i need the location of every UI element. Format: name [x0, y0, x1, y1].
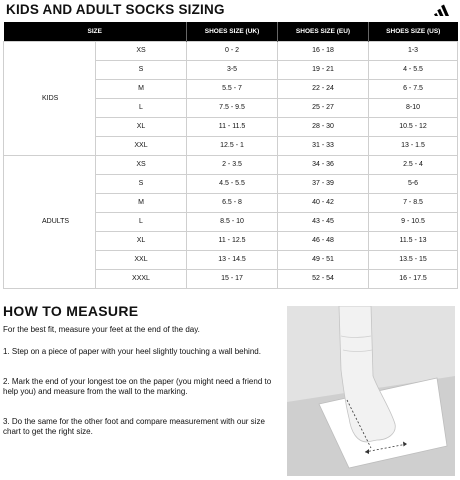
eu-cell: 25 - 27 — [278, 98, 369, 117]
header-size: SIZE — [4, 22, 187, 41]
foot-measurement-photo — [287, 306, 455, 476]
us-cell: 2.5 - 4 — [369, 155, 458, 174]
eu-cell: 28 - 30 — [278, 117, 369, 136]
us-cell: 4 - 5.5 — [369, 60, 458, 79]
eu-cell: 22 - 24 — [278, 79, 369, 98]
measure-step-3: 3. Do the same for the other foot and compare measurement with our size chart to get the right size. — [3, 417, 265, 437]
eu-cell: 43 - 45 — [278, 212, 369, 231]
eu-cell: 52 - 54 — [278, 269, 369, 288]
size-chart-table — [3, 22, 458, 289]
us-cell: 13.5 - 15 — [369, 250, 458, 269]
table-row — [4, 41, 458, 60]
eu-cell: 31 - 33 — [278, 136, 369, 155]
uk-cell: 12.5 - 1 — [187, 136, 278, 155]
size-cell: S — [96, 60, 187, 79]
uk-cell: 8.5 - 10 — [187, 212, 278, 231]
eu-cell: 37 - 39 — [278, 174, 369, 193]
group-label-kids: KIDS — [4, 41, 96, 155]
uk-cell: 6.5 - 8 — [187, 193, 278, 212]
us-cell: 6 - 7.5 — [369, 79, 458, 98]
eu-cell: 19 - 21 — [278, 60, 369, 79]
measure-step-1: 1. Step on a piece of paper with your heel slightly touching a wall behind. — [3, 347, 261, 356]
us-cell: 7 - 8.5 — [369, 193, 458, 212]
uk-cell: 4.5 - 5.5 — [187, 174, 278, 193]
group-label-adults: ADULTS — [4, 155, 96, 288]
header-eu: SHOES SIZE (EU) — [278, 22, 369, 41]
eu-cell: 34 - 36 — [278, 155, 369, 174]
size-cell: XXXL — [96, 269, 187, 288]
us-cell: 8-10 — [369, 98, 458, 117]
uk-cell: 7.5 - 9.5 — [187, 98, 278, 117]
size-cell: M — [96, 193, 187, 212]
us-cell: 10.5 - 12 — [369, 117, 458, 136]
how-to-measure-intro: For the best fit, measure your feet at the end of the day. — [3, 325, 200, 334]
uk-cell: 15 - 17 — [187, 269, 278, 288]
size-cell: XXL — [96, 250, 187, 269]
eu-cell: 40 - 42 — [278, 193, 369, 212]
header-uk: SHOES SIZE (UK) — [187, 22, 278, 41]
us-cell: 11.5 - 13 — [369, 231, 458, 250]
uk-cell: 11 - 11.5 — [187, 117, 278, 136]
table-row — [4, 155, 458, 174]
header-us: SHOES SIZE (US) — [369, 22, 458, 41]
table-header-row — [4, 22, 458, 41]
eu-cell: 16 - 18 — [278, 41, 369, 60]
us-cell: 9 - 10.5 — [369, 212, 458, 231]
uk-cell: 11 - 12.5 — [187, 231, 278, 250]
measure-step-2: 2. Mark the end of your longest toe on the paper (you might need a friend to help you) and measure from the wall to the marking. — [3, 377, 272, 397]
uk-cell: 13 - 14.5 — [187, 250, 278, 269]
size-cell: M — [96, 79, 187, 98]
page-title: KIDS AND ADULT SOCKS SIZING — [6, 2, 225, 17]
how-to-measure-title: HOW TO MEASURE — [3, 303, 139, 319]
uk-cell: 3-5 — [187, 60, 278, 79]
uk-cell: 0 - 2 — [187, 41, 278, 60]
size-cell: XXL — [96, 136, 187, 155]
us-cell: 5-6 — [369, 174, 458, 193]
size-cell: XS — [96, 41, 187, 60]
uk-cell: 5.5 - 7 — [187, 79, 278, 98]
eu-cell: 49 - 51 — [278, 250, 369, 269]
us-cell: 16 - 17.5 — [369, 269, 458, 288]
uk-cell: 2 - 3.5 — [187, 155, 278, 174]
size-cell: XL — [96, 231, 187, 250]
eu-cell: 46 - 48 — [278, 231, 369, 250]
us-cell: 13 - 1.5 — [369, 136, 458, 155]
size-cell: XS — [96, 155, 187, 174]
size-cell: XL — [96, 117, 187, 136]
size-cell: L — [96, 212, 187, 231]
us-cell: 1-3 — [369, 41, 458, 60]
size-cell: S — [96, 174, 187, 193]
size-cell: L — [96, 98, 187, 117]
adidas-logo-icon — [434, 3, 452, 17]
